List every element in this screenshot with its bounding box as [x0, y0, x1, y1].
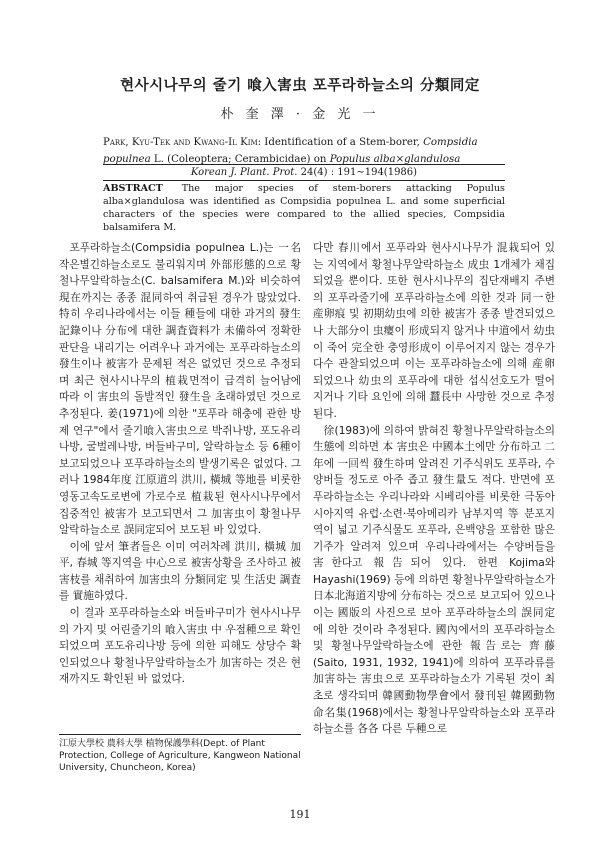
body-paragraph: 이 결과 포푸라하늘소와 버들바구미가 현사시나무의 가지 및 어린줄기의 喰入害虫 中 우점種으로 확인되었으며 포도유리나방 등에 의한 피해도 상당수 확인되었으나 황철나무알락하늘소가 加害하는 것은 현재까지도 확인된 바 없었다.	[59, 607, 301, 686]
body-column-right	[313, 240, 555, 738]
body-column-left	[59, 240, 301, 688]
journal-volume: 24(4) : 191∼194(1986)	[300, 167, 418, 178]
header-rule-bottom	[103, 180, 505, 181]
journal-name: Korean J. Plant. Prot.	[190, 167, 298, 178]
species-compsidia-populnea: Compsidia populnea	[103, 137, 478, 165]
affiliation-footnote: 江原大學校 農科大學 植物保護學科(Dept. of Plant Protection, College of Agriculture, Kangweon National University, Chuncheon, Korea)	[59, 739, 301, 773]
body-paragraph: 徐(1983)에 의하여 밝혀진 황철나무알락하늘소의 生態에 의하면 本 害虫은 中國本土에만 分布하고 二年에 一回씩 發生하며 알려진 기주식위도 포푸라, 수양버들 정도로 아주 좁고 發生量도 적다. 반면에 포푸라하늘소는 우리나라와 시베리아를 비롯한 극동아시아지역 유럽·소련·북아메리카 남부지역 等 분포지역이 넓고 기주식물도 포푸라, 은백양을 포함한 많은 기주가 알려져 있으며 우리나라에서는 수양버들을 害한다고 報告되어 있다. 한편 Kojima와 Hayashi(1969) 등에 의하면 황철나무알락하늘소가 日本北海道지방에 分布하는 것으로 보고되어 있으나 이는 國版의 사진으로 보아 포푸라하늘소의 誤同定에 의한 것이라 추정된다. 國內에서의 포푸라하늘소 및 황철나무알락하늘소에 관한 報告로는 齊藤(Saito, 1931, 1932, 1941)에 의하여 포푸라류를 加害하는 害虫으로 포푸라하늘소가 기록된 것이 최초로 생각되며 韓國動物學會에서 發刊된 韓國動物命名集(1968)에서는 황철나무알락하늘소와 포푸라하늘소를 各各 다른 두種으로	[313, 424, 555, 736]
english-title-part-b: L. (Coleoptera; Cerambicidae) on	[150, 154, 330, 165]
header-rule-top	[103, 164, 505, 165]
abstract-label: ABSTRACT	[103, 183, 163, 194]
english-authors: Park, Kyu-Tek and Kwang-Il Kim:	[103, 137, 262, 148]
abstract	[103, 182, 505, 234]
journal-citation	[103, 167, 505, 178]
authors-korean: 朴 奎 澤 · 金 光 一	[220, 107, 380, 122]
page-number: 191	[289, 808, 311, 821]
species-glandulosa: glandulosa	[404, 154, 461, 165]
body-paragraph: 다만 春川에서 포푸라와 현사시나무가 混栽되어 있는 지역에서 황철나무알락하늘소 成虫 1개체가 채집되었을 뿐이다. 또한 현사시나무의 집단재배지 주변의 포푸라줄기에 포푸라하늘소에 의한 것과 同一한 産卵痕 및 初期幼虫에 의한 被害가 종종 발견되었으나 大部分이 虫瘿이 形成되지 않거나 中道에서 幼虫이 죽어 完全한 충영形成이 이루어지지 않는 경우가 다수 관찰되었으며 이는 포푸라하늘소에 의해 産卵되었으나 幼虫의 포푸라에 대한 섭식선호도가 떨어지거나 기타 요인에 의해 蠶長中 사망한 것으로 추정된다.	[313, 242, 555, 420]
abstract-text: The major species of stem-borers attacking Populus alba×glandulosa was identified as Compsidia populnea L. and some superficial characters of the species were compared to the allied species, Compsidia balsamifera M.	[103, 183, 505, 233]
hybrid-cross: ×	[395, 154, 405, 165]
english-title-part-a: Identification of a Stem-borer,	[261, 137, 424, 148]
footnote-rule	[59, 734, 301, 735]
paper-title-korean: 현사시나무의 줄기 喰入害虫 포푸라하늘소의 分類同定	[120, 77, 480, 94]
body-paragraph: 포푸라하늘소(Compsidia populnea L.)는 一名 작은별긴하늘소로도 불리워지며 外部形態的으로 황철나무알락하늘소(C. balsamifera M.)와 비슷하여 現在까지는 종종 混同하여 취급된 경우가 많았었다. 特히 우리나라에서는 이들 種들에 대한 과거의 發生記錄이나 分布에 대한 調査資料가 未備하여 정확한 판단을 내리기는 어려우나 과거에는 포푸라하늘소의 發生이나 被害가 문제된 적은 없었던 것으로 추정되며 최근 현사시나무의 植栽면적이 급격히 늘어남에 따라 이 害虫의 돌발적인 發生을 초래하였던 것으로 추정된다. 姜(1971)에 의한 "포푸라 해충에 관한 방제 연구"에서 줄기喰入害虫으로 박쥐나방, 포도유리나방, 굴벌레나방, 버들바구미, 알락하늘소 등 6種이 보고되었으나 포푸라하늘소의 발생기록은 없었다. 그러나 1984年度 江原道의 洪川, 橫城 等地를 비롯한 영동고속도로변에 가로수로 植栽된 현사시나무에서 집중적인 被害가 보고되면서 그 加害虫이 황철나무알락하늘소로 誤同定되어 보도된 바 있었다.	[59, 242, 301, 537]
english-title	[103, 134, 523, 168]
body-paragraph: 이에 앞서 筆者들은 이미 여러차례 洪川, 橫城 加平, 春城 等지역을 中心으로 被害상황을 조사하고 被害枝를 채취하여 加害虫의 分類同定 및 生活史 調査를 實施하였다.	[59, 540, 301, 603]
species-populus-alba: Populus alba	[329, 154, 396, 165]
